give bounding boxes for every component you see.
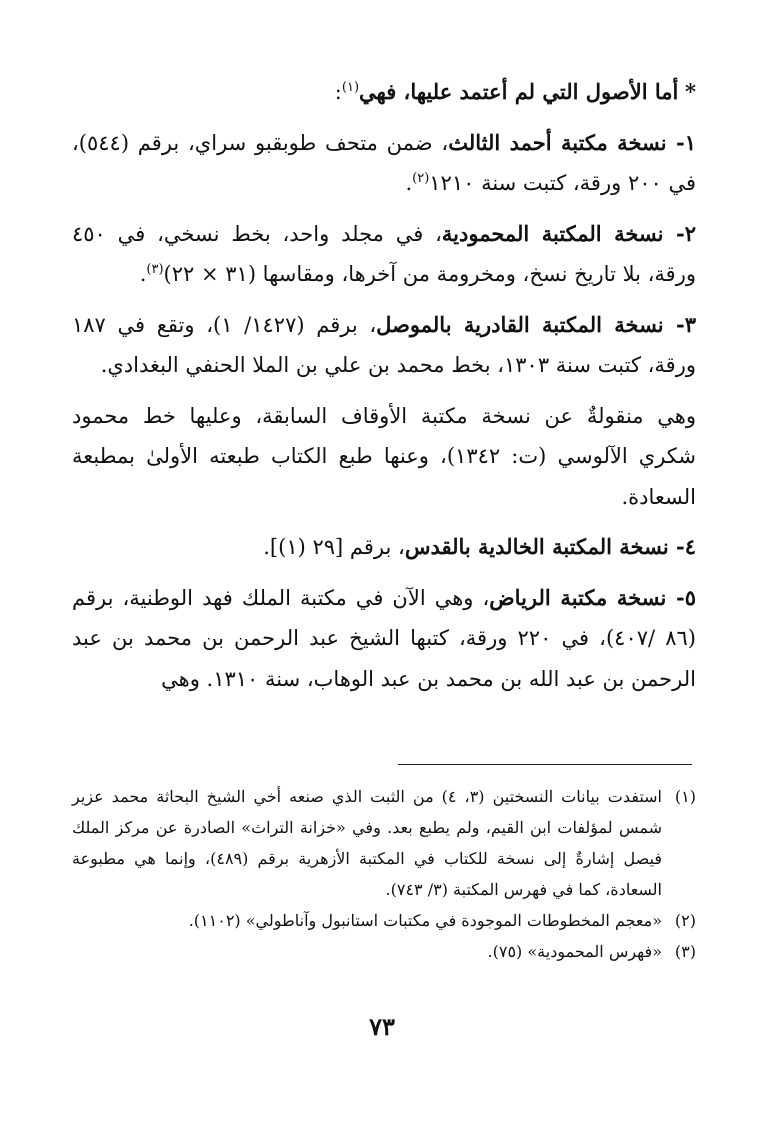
item-paragraph-1 bbox=[72, 123, 696, 204]
item-title: نسخة المكتبة المحمودية bbox=[441, 220, 664, 246]
footnote-ref-2: (٢) bbox=[412, 171, 430, 186]
item-paragraph-5 bbox=[72, 578, 696, 700]
intro-star: * bbox=[685, 79, 696, 104]
item-paragraph-3 bbox=[72, 305, 696, 386]
footnote-ref-3: (٣) bbox=[146, 262, 164, 277]
footnote-separator bbox=[398, 764, 692, 765]
item-paragraph-2 bbox=[72, 214, 696, 295]
item-title: نسخة المكتبة الخالدية بالقدس bbox=[404, 534, 669, 559]
footnote-number: (٢) bbox=[674, 911, 696, 930]
footnote-2 bbox=[72, 905, 696, 936]
item-end: . bbox=[405, 171, 413, 195]
footnote-number: (٣) bbox=[674, 942, 696, 961]
item-number: ٣- bbox=[663, 311, 696, 337]
item-text: ، وهي الآن في مكتبة الملك فهد الوطنية، برقم (٨٦ /٤٠٧)، في ٢٢٠ ورقة، كتبها الشيخ عبد الرحمن بن محمد بن عبد الرحمن بن عبد الله بن محمد بن عبد الوهاب، سنة ١٣١٠. وهي bbox=[72, 585, 696, 691]
item-end: . bbox=[139, 262, 147, 286]
footnote-text: «فهرس المحمودية» (٧٥). bbox=[487, 942, 662, 961]
page-number: ٧٣ bbox=[369, 1012, 395, 1041]
item-text: ، برقم (١٤٢٧/ ١)، وتقع في ١٨٧ ورقة، كتبت سنة ١٣٠٣، بخط محمد بن علي بن الملا الحنفي البغدادي. bbox=[72, 312, 696, 377]
intro-heading: أما الأصول التي لم أعتمد عليها، فهي bbox=[359, 79, 679, 104]
item-title: نسخة المكتبة القادرية بالموصل bbox=[376, 311, 664, 337]
footnote-1 bbox=[72, 781, 696, 905]
main-text bbox=[72, 72, 696, 709]
item-title: نسخة مكتبة الرياض bbox=[489, 584, 667, 610]
item-title: نسخة مكتبة أحمد الثالث bbox=[448, 129, 667, 155]
note-paragraph: وهي منقولةٌ عن نسخة مكتبة الأوقاف السابقة، وعليها خط محمود شكري الآلوسي (ت: ١٣٤٢)، وعنها طبع الكتاب طبعته الأولىٰ بمطبعة السعادة. bbox=[72, 403, 697, 509]
item-text: ، برقم [٢٩ (١)]. bbox=[263, 535, 405, 559]
footnote-number: (١) bbox=[674, 787, 696, 806]
item-paragraph-4 bbox=[72, 527, 696, 568]
intro-paragraph bbox=[72, 72, 696, 113]
item-text: ، في مجلد واحد، بخط نسخي، في ٤٥٠ ورقة، بلا تاريخ نسخ، ومخرومة من آخرها، ومقاسها (٣١ × ٢٢) bbox=[72, 221, 696, 286]
footnote-ref-1: (١) bbox=[341, 80, 360, 95]
footnote-text: استفدت بيانات النسختين (٣، ٤) من الثبت الذي صنعه أخي الشيخ البحاثة محمد عزير شمس لمؤلفات ابن القيم، ولم يطبع بعد. وفي «خزانة التراث» الصادرة عن مركز الملك فيصل إشارةٌ إلى نسخة للكتاب في المكتبة الأزهرية برقم (٤٨٩)، وإنما هي مطبوعة السعادة، كما في فهرس المكتبة (٣/ ٧٤٣). bbox=[72, 787, 662, 899]
item-number: ٤- bbox=[668, 534, 696, 559]
item-number: ٢- bbox=[663, 220, 696, 246]
item-number: ٥- bbox=[666, 584, 697, 610]
footnotes bbox=[72, 781, 696, 967]
footnote-text: «معجم المخطوطات الموجودة في مكتبات استانبول وآناطولي» (١١٠٢). bbox=[188, 911, 662, 930]
footnote-3 bbox=[72, 936, 696, 967]
item-text: ، ضمن متحف طوبقبو سراي، برقم (٥٤٤)، في ٢٠٠ ورقة، كتبت سنة ١٢١٠ bbox=[72, 130, 696, 195]
item-number: ١- bbox=[666, 129, 697, 155]
intro-colon: : bbox=[334, 80, 342, 104]
